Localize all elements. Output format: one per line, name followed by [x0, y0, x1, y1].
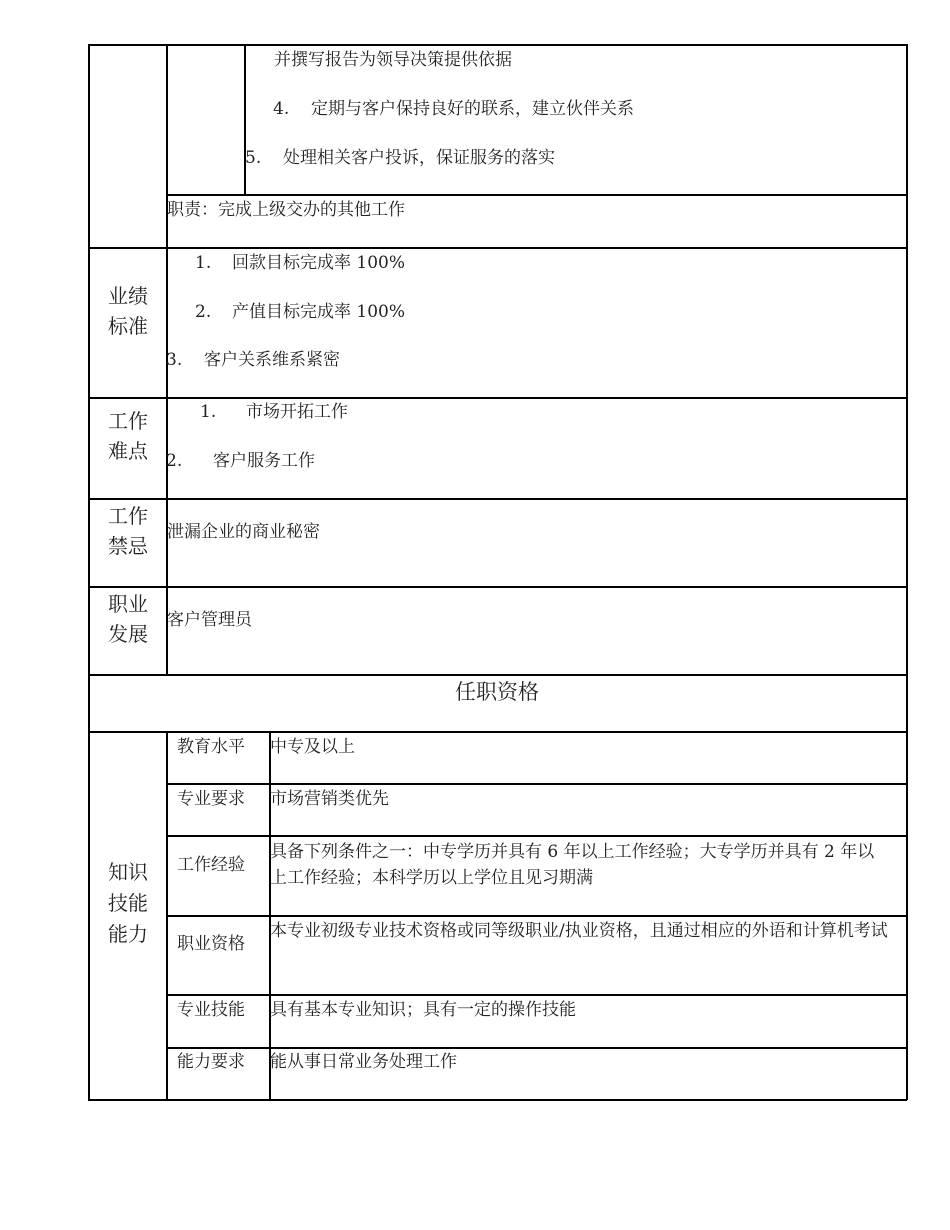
qual-row-divider-3 — [166, 915, 907, 917]
difficulty-label-line2: 难点 — [108, 439, 148, 463]
qual-skill-label: 专业技能 — [177, 1000, 245, 1020]
duty-item-4-text: 定期与客户保持良好的联系，建立伙伴关系 — [311, 99, 634, 119]
row-divider-career — [88, 586, 907, 588]
difficulty-label — [90, 406, 166, 466]
duty-inner-divider — [244, 44, 246, 194]
table-border-top — [88, 44, 907, 46]
qual-major-value: 市场营销类优先 — [270, 789, 389, 809]
difficulty-item-1-number: 1. — [200, 402, 217, 422]
difficulty-item-2-number: 2. — [166, 451, 183, 471]
qual-row-divider-2 — [166, 835, 907, 837]
duty-row-divider — [166, 194, 907, 196]
taboo-label — [90, 501, 166, 561]
qualification-title: 任职资格 — [455, 680, 539, 704]
performance-item-2-text: 产值目标完成率 100% — [232, 302, 406, 322]
difficulty-label-line1: 工作 — [108, 409, 148, 433]
qual-ability-value: 能从事日常业务处理工作 — [270, 1052, 457, 1072]
qual-education-label: 教育水平 — [177, 737, 245, 757]
duty-item-5-text: 处理相关客户投诉，保证服务的落实 — [283, 148, 555, 168]
difficulty-item-1-text: 市场开拓工作 — [246, 402, 348, 422]
duty-item-5-number: 5. — [245, 148, 262, 168]
career-text: 客户管理员 — [167, 610, 252, 630]
row-divider-qual-body — [88, 731, 907, 733]
qual-certification-label: 职业资格 — [177, 934, 245, 954]
qual-row-divider-4 — [166, 994, 907, 996]
row-divider-performance — [88, 247, 907, 249]
career-label-line2: 发展 — [108, 622, 148, 646]
qual-experience-value: 具备下列条件之一：中专学历并具有 6 年以上工作经验；大专学历并具有 2 年以上工作经验；本科学历以上学位且见习期满 — [270, 842, 875, 888]
career-label — [90, 589, 166, 649]
performance-label-line1: 业绩 — [108, 284, 148, 308]
qual-certification-value: 本专业初级专业技术资格或同等级职业/执业资格，且通过相应的外语和计算机考试 — [270, 921, 888, 941]
performance-item-2-number: 2. — [195, 302, 212, 322]
row-divider-qual-title — [88, 674, 907, 676]
performance-item-3-text: 客户关系维系紧密 — [204, 350, 340, 370]
duty-other: 职责：完成上级交办的其他工作 — [167, 200, 405, 220]
qual-ability-label: 能力要求 — [177, 1052, 245, 1072]
duty-item-4-number: 4. — [273, 99, 290, 119]
performance-item-3-number: 3. — [166, 350, 183, 370]
qual-education-value: 中专及以上 — [270, 737, 355, 757]
taboo-text: 泄漏企业的商业秘密 — [167, 522, 320, 542]
qualification-group-label — [90, 857, 166, 950]
group-label-line3: 能力 — [108, 922, 148, 946]
duty-line-report: 并撰写报告为领导决策提供依据 — [274, 50, 512, 70]
performance-item-1-number: 1. — [195, 253, 212, 273]
performance-label-line2: 标准 — [108, 314, 148, 338]
taboo-label-line1: 工作 — [108, 504, 148, 528]
performance-label — [90, 281, 166, 341]
career-label-line1: 职业 — [108, 592, 148, 616]
qual-major-label: 专业要求 — [177, 789, 245, 809]
group-label-line1: 知识 — [108, 860, 148, 884]
taboo-label-line2: 禁忌 — [108, 534, 148, 558]
table-border-right — [906, 44, 908, 1100]
qual-skill-value: 具有基本专业知识；具有一定的操作技能 — [270, 1000, 576, 1020]
performance-item-1-text: 回款目标完成率 100% — [232, 253, 406, 273]
table-border-bottom — [88, 1099, 907, 1101]
difficulty-item-2-text: 客户服务工作 — [213, 451, 315, 471]
group-label-line2: 技能 — [108, 891, 148, 915]
row-divider-taboo — [88, 498, 907, 500]
qual-experience-label: 工作经验 — [177, 855, 245, 875]
qual-row-divider-1 — [166, 783, 907, 785]
